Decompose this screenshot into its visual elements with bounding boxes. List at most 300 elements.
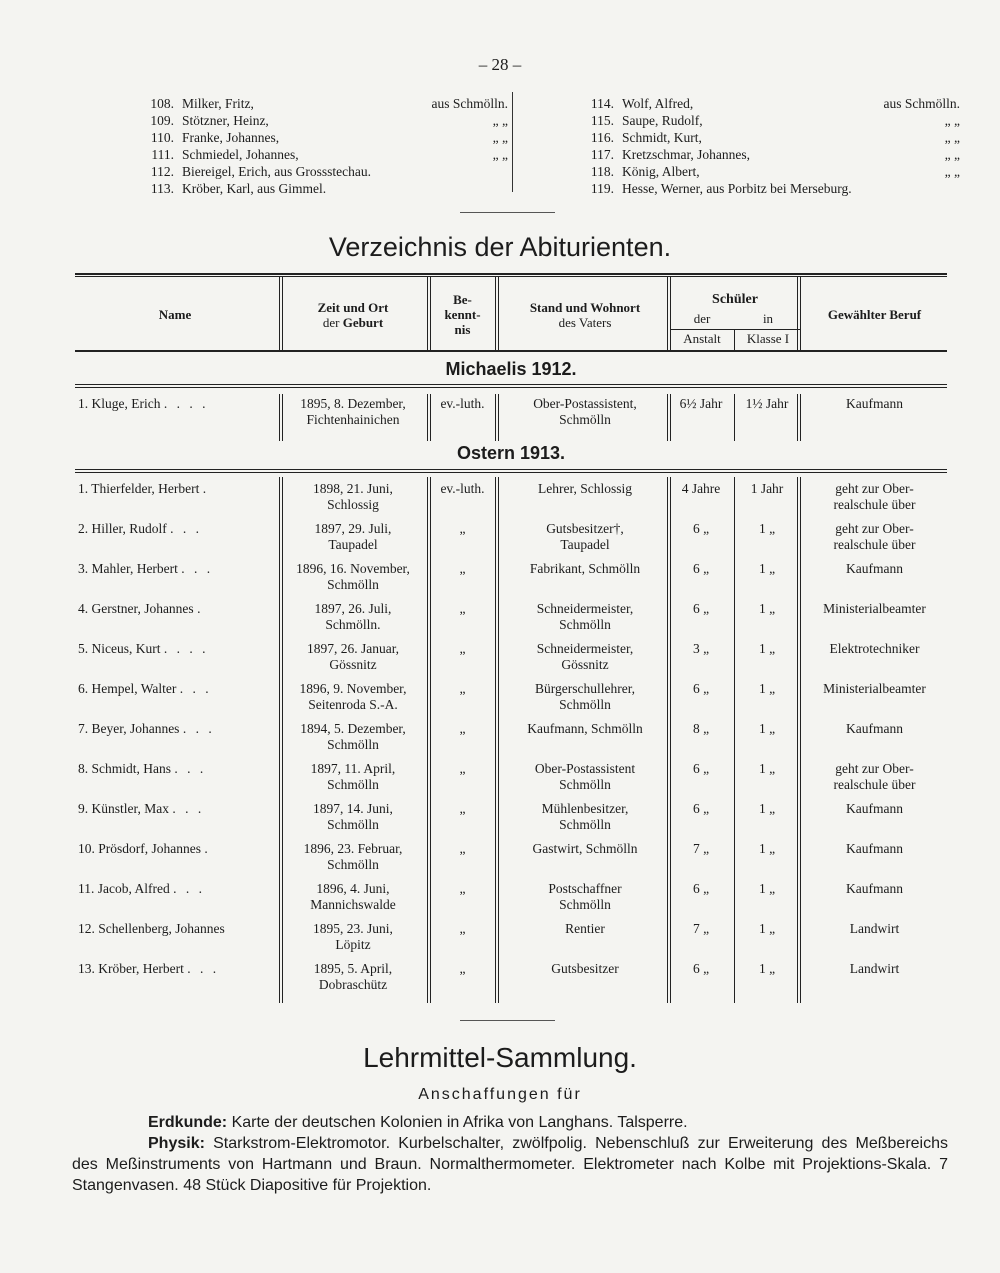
cell-name (78, 761, 278, 777)
birth-line: 1898, 21. Juni, (313, 481, 393, 496)
list-item-origin: „ „ (944, 130, 960, 145)
header-anstalt: Anstalt (683, 331, 721, 346)
father-line: Schneidermeister, (536, 641, 634, 656)
father-line: Fabrikant, Schmölln (529, 561, 641, 576)
cell-father (500, 881, 670, 913)
cell-beruf (802, 721, 947, 737)
header-der: der (693, 311, 711, 326)
header-schueler: Schüler (712, 292, 758, 307)
birth-line: 1897, 26. Juli, (314, 601, 392, 616)
body-vline (800, 394, 801, 441)
list-item-origin: „ „ (492, 130, 508, 145)
list-item-number: 118. (590, 164, 614, 179)
body-vline (734, 477, 735, 1003)
list-item-number: 114. (590, 96, 614, 111)
section-divider (460, 212, 555, 213)
cell-name (78, 601, 278, 617)
list-item (580, 163, 960, 180)
cell-father (500, 521, 670, 553)
cell-confession: „ (459, 761, 466, 776)
list-item (140, 163, 508, 180)
body-vline (282, 477, 283, 1003)
cell-klasse: 1 „ (758, 561, 776, 576)
list-item-origin: „ „ (492, 113, 508, 128)
cell-birth (280, 641, 426, 673)
beruf-line: geht zur Ober- (835, 761, 914, 776)
table-row (75, 561, 947, 601)
cell-beruf (802, 561, 947, 577)
cell-anstalt: 8 „ (692, 721, 710, 736)
header-name: Name (158, 307, 192, 322)
student-name: 7. Beyer, Johannes (78, 721, 180, 736)
list-item (580, 112, 960, 129)
list-item-name: Kröber, Karl, aus Gimmel. (182, 181, 327, 196)
cell-klasse: 1 „ (758, 921, 776, 936)
birth-line: 1895, 8. Dezember, (300, 396, 406, 411)
birth-line: Schmölln (327, 857, 379, 872)
cell-klasse: 1 „ (758, 601, 776, 616)
father-line: Schmölln (559, 412, 611, 427)
father-line: Schmölln (559, 817, 611, 832)
father-line: Lehrer, Schlossig (538, 481, 632, 496)
cell-klasse: 1 „ (758, 641, 776, 656)
father-line: Schmölln (559, 697, 611, 712)
leader-dots: . . . (181, 561, 214, 576)
list-item (580, 180, 960, 197)
student-name: 6. Hempel, Walter (78, 681, 177, 696)
cell-anstalt: 6½ Jahr (679, 396, 723, 411)
list-item (140, 146, 508, 163)
list-item-name: Milker, Fritz, (182, 96, 254, 111)
cell-father (500, 561, 670, 577)
cell-beruf (802, 521, 947, 553)
father-line: Postschaffner (548, 881, 622, 896)
cell-birth (280, 561, 426, 593)
birth-line: 1897, 29. Juli, (314, 521, 392, 536)
cell-anstalt: 6 „ (692, 681, 710, 696)
body-vline (667, 394, 668, 441)
column-divider (512, 92, 513, 192)
cell-anstalt: 4 Jahre (681, 481, 721, 496)
birth-line: Taupadel (328, 537, 378, 552)
list-item-number: 109. (150, 113, 174, 128)
cell-name (78, 521, 278, 537)
cell-name (78, 481, 278, 497)
cell-anstalt: 6 „ (692, 561, 710, 576)
list-item-number: 110. (150, 130, 174, 145)
birth-line: 1895, 5. April, (313, 961, 393, 976)
father-line: Gössnitz (561, 657, 609, 672)
beruf-line: Landwirt (849, 921, 900, 936)
table-row (75, 396, 947, 436)
cell-birth (280, 481, 426, 513)
list-item-name: Wolf, Alfred, (622, 96, 694, 111)
cell-confession: „ (459, 601, 466, 616)
leader-dots: . . . . (163, 396, 209, 411)
header-vline (427, 277, 428, 350)
list-item-name: Hesse, Werner, aus Porbitz bei Merseburg. (622, 181, 852, 196)
cell-anstalt: 3 „ (692, 641, 710, 656)
list-item-number: 111. (151, 147, 174, 162)
physik-text: Starkstrom-Elektromotor. Kurbelschalter, zwölfpolig. Nebenschluß zur Erweiterung des Meßbereichs des Meßinstruments von Hartmann und Braun. Normalthermometer. Elektrometer nach Kolbe mit Projektions-Skala. 7 Stangenvasen. 48 Stück Diapositive für Projektion. (72, 1135, 948, 1194)
cell-confession: „ (459, 841, 466, 856)
lehrmittel-body (72, 1112, 948, 1196)
student-name: 4. Gerstner, Johannes (78, 601, 194, 616)
body-vline (430, 394, 431, 441)
student-list-left (140, 95, 508, 197)
list-item-name: Kretzschmar, Johannes, (622, 147, 751, 162)
leader-dots: . . . (187, 961, 220, 976)
cell-beruf (802, 396, 947, 412)
table-row (75, 841, 947, 881)
list-item-number: 116. (590, 130, 614, 145)
birth-line: 1896, 16. November, (296, 561, 410, 576)
list-item-number: 108. (150, 96, 174, 111)
beruf-line: Ministerialbeamter (823, 601, 926, 616)
cell-klasse: 1½ Jahr (745, 396, 789, 411)
body-vline (498, 477, 499, 1003)
beruf-line: Kaufmann (846, 841, 903, 856)
birth-line: 1896, 23. Februar, (303, 841, 403, 856)
abiturienten-table (75, 273, 947, 1013)
cell-father (500, 841, 670, 857)
table-row (75, 681, 947, 721)
cell-klasse: 1 „ (758, 721, 776, 736)
table-row (75, 921, 947, 961)
header-vline (670, 277, 671, 350)
list-item (580, 129, 960, 146)
birth-line: Schmölln (327, 577, 379, 592)
body-vline (279, 394, 280, 441)
father-line: Kaufmann, Schmölln (527, 721, 643, 736)
leader-dots: . . . (173, 881, 205, 896)
cell-name (78, 881, 278, 897)
body-vline (427, 477, 428, 1003)
cell-beruf (802, 641, 947, 657)
table-top-rule (75, 273, 947, 275)
cell-name (78, 721, 278, 737)
cell-name (78, 681, 278, 697)
cell-anstalt: 6 „ (692, 521, 710, 536)
header-klasse: Klasse I (746, 331, 790, 346)
father-line: Gutsbesitzer (551, 961, 619, 976)
leader-dots: . (197, 601, 204, 616)
cell-father (500, 721, 670, 737)
birth-line: Dobraschütz (318, 977, 388, 992)
cell-confession: „ (459, 641, 466, 656)
body-vline (797, 477, 798, 1003)
beruf-line: geht zur Ober- (835, 521, 914, 536)
birth-line: Gössnitz (329, 657, 377, 672)
list-item-origin: aus Schmölln. (883, 96, 960, 111)
body-vline (670, 477, 671, 1003)
list-item-origin: „ „ (944, 147, 960, 162)
physik-label: Physik: (148, 1135, 205, 1152)
student-name: 5. Niceus, Kurt (78, 641, 161, 656)
header-bottom-rule (75, 350, 947, 352)
list-item-name: Schmidt, Kurt, (622, 130, 702, 145)
cell-klasse: 1 „ (758, 761, 776, 776)
cell-name (78, 961, 278, 977)
leader-dots: . . . (179, 681, 212, 696)
erdkunde-label: Erdkunde: (148, 1114, 228, 1131)
lehrmittel-title: Lehrmittel-Sammlung. (363, 1042, 637, 1073)
cell-father (500, 761, 670, 793)
body-vline (797, 394, 798, 441)
body-vline (282, 394, 283, 441)
beruf-line: Kaufmann (846, 881, 903, 896)
cell-anstalt: 6 „ (692, 801, 710, 816)
cell-confession: „ (459, 881, 466, 896)
body-vline (734, 394, 735, 441)
body-vline (430, 477, 431, 1003)
erdkunde-paragraph (72, 1112, 948, 1133)
cell-birth (280, 521, 426, 553)
cell-father (500, 481, 670, 497)
lehrmittel-subtitle: Anschaffungen für (418, 1086, 582, 1103)
student-name: 8. Schmidt, Hans (78, 761, 171, 776)
birth-line: 1896, 9. November, (299, 681, 407, 696)
list-item (580, 95, 960, 112)
cell-birth (280, 921, 426, 953)
list-item-number: 119. (590, 181, 614, 196)
cell-klasse: 1 „ (758, 801, 776, 816)
cell-father (500, 396, 670, 428)
father-line: Schmölln (559, 777, 611, 792)
header-beruf: Gewählter Beruf (827, 307, 922, 322)
cell-father (500, 681, 670, 713)
cell-birth (280, 601, 426, 633)
abiturienten-title: Verzeichnis der Abiturienten. (328, 232, 672, 262)
header-birth-line2a: der (322, 315, 340, 330)
birth-line: 1894, 5. Dezember, (300, 721, 406, 736)
list-item (580, 146, 960, 163)
beruf-line: realschule über (833, 777, 916, 792)
student-name: 3. Mahler, Herbert (78, 561, 178, 576)
beruf-line: Kaufmann (846, 561, 903, 576)
list-item-name: Franke, Johannes, (182, 130, 280, 145)
cell-beruf (802, 841, 947, 857)
list-item (140, 112, 508, 129)
beruf-line: Kaufmann (846, 721, 903, 736)
cell-birth (280, 396, 426, 428)
beruf-line: Ministerialbeamter (823, 681, 926, 696)
cell-confession: „ (459, 721, 466, 736)
cell-anstalt: 7 „ (692, 921, 710, 936)
list-item-origin: „ „ (492, 147, 508, 162)
student-name: 1. Thierfelder, Herbert (78, 481, 200, 496)
body-vline (279, 477, 280, 1003)
erdkunde-text: Karte der deutschen Kolonien in Afrika von Langhans. Talsperre. (231, 1114, 688, 1131)
cell-klasse: 1 „ (758, 881, 776, 896)
father-line: Schneidermeister, (536, 601, 634, 616)
leader-dots: . . . (182, 721, 215, 736)
body-vline (495, 477, 496, 1003)
leader-dots: . (204, 841, 211, 856)
list-item-origin: „ „ (944, 113, 960, 128)
section-rule (75, 387, 947, 388)
list-item-number: 117. (590, 147, 614, 162)
cell-beruf (802, 601, 947, 617)
cell-anstalt: 6 „ (692, 961, 710, 976)
cell-confession: „ (459, 961, 466, 976)
header-vline (279, 277, 280, 350)
list-item-number: 112. (150, 164, 174, 179)
header-vline (495, 277, 496, 350)
birth-line: 1897, 14. Juni, (313, 801, 393, 816)
cell-anstalt: 7 „ (692, 841, 710, 856)
cell-klasse: 1 „ (758, 681, 776, 696)
table-top-rule-inner (75, 276, 947, 277)
cell-confession: „ (459, 921, 466, 936)
beruf-line: Landwirt (849, 961, 900, 976)
student-name: 1. Kluge, Erich (78, 396, 161, 411)
birth-line: Schlossig (327, 497, 379, 512)
cell-beruf (802, 481, 947, 513)
list-item-name: Saupe, Rudolf, (622, 113, 703, 128)
birth-line: Schmölln (327, 777, 379, 792)
list-item-origin: „ „ (944, 164, 960, 179)
cell-name (78, 801, 278, 817)
header-conf-line3: nis (454, 322, 471, 337)
cell-father (500, 801, 670, 833)
body-vline (670, 394, 671, 441)
cell-birth (280, 761, 426, 793)
father-line: Ober-Postassistent, (533, 396, 637, 411)
cell-anstalt: 6 „ (692, 881, 710, 896)
father-line: Gutsbesitzer†, (546, 521, 624, 536)
cell-birth (280, 801, 426, 833)
beruf-line: realschule über (833, 497, 916, 512)
list-item-name: Schmiedel, Johannes, (182, 147, 299, 162)
birth-line: Schmölln. (325, 617, 381, 632)
header-birth (280, 300, 426, 330)
father-line: Bürgerschullehrer, (534, 681, 636, 696)
body-vline (495, 394, 496, 441)
cell-confession: „ (459, 681, 466, 696)
header-vline (797, 277, 798, 350)
list-item-number: 113. (150, 181, 174, 196)
section-label-ostern: Ostern 1913. (456, 443, 566, 463)
list-item (140, 129, 508, 146)
list-item (140, 180, 508, 197)
birth-line: Fichtenhainichen (306, 412, 400, 427)
cell-confession: „ (459, 801, 466, 816)
student-name: 2. Hiller, Rudolf (78, 521, 167, 536)
body-vline (667, 477, 668, 1003)
leader-dots: . . . . (163, 641, 209, 656)
cell-name (78, 921, 278, 937)
student-name: 9. Künstler, Max (78, 801, 169, 816)
cell-beruf (802, 881, 947, 897)
birth-line: 1897, 26. Januar, (306, 641, 400, 656)
cell-beruf (802, 961, 947, 977)
student-list-right (580, 95, 960, 197)
table-row (75, 801, 947, 841)
cell-confession: „ (459, 561, 466, 576)
list-item-name: Stötzner, Heinz, (182, 113, 269, 128)
beruf-line: Kaufmann (846, 396, 903, 411)
header-vline (800, 277, 801, 350)
birth-line: 1895, 23. Juni, (313, 921, 393, 936)
cell-beruf (802, 681, 947, 697)
student-name: 10. Prösdorf, Johannes (78, 841, 201, 856)
header-in: in (762, 311, 774, 326)
birth-line: Löpitz (335, 937, 371, 952)
cell-klasse: 1 Jahr (750, 481, 784, 496)
father-line: Mühlenbesitzer, (541, 801, 629, 816)
beruf-line: geht zur Ober- (835, 481, 914, 496)
cell-birth (280, 881, 426, 913)
student-name: 12. Schellenberg, Johannes (78, 921, 225, 936)
section-label-michaelis: Michaelis 1912. (445, 359, 577, 379)
cell-birth (280, 961, 426, 993)
table-row (75, 881, 947, 921)
table-row (75, 521, 947, 561)
cell-confession: ev.-luth. (440, 481, 485, 496)
section-rule (75, 472, 947, 473)
beruf-line: Elektrotechniker (829, 641, 920, 656)
header-conf-line2: kennt- (444, 307, 481, 322)
list-item-number: 115. (590, 113, 614, 128)
birth-line: Mannichswalde (310, 897, 396, 912)
cell-anstalt: 6 „ (692, 761, 710, 776)
cell-klasse: 1 „ (758, 961, 776, 976)
leader-dots: . (202, 481, 210, 496)
cell-birth (280, 841, 426, 873)
table-row (75, 761, 947, 801)
cell-father (500, 641, 670, 673)
table-row (75, 481, 947, 521)
body-vline (498, 394, 499, 441)
beruf-line: realschule über (833, 537, 916, 552)
birth-line: 1896, 4. Juni, (316, 881, 390, 896)
header-vline (498, 277, 499, 350)
table-row (75, 641, 947, 681)
cell-klasse: 1 „ (758, 521, 776, 536)
leader-dots: . . . (174, 761, 207, 776)
header-vline (282, 277, 283, 350)
header-father-line1: Stand und Wohnort (529, 300, 641, 315)
leader-dots: . . . (172, 801, 205, 816)
header-conf-line1: Be- (453, 292, 472, 307)
cell-name (78, 641, 278, 657)
cell-name (78, 841, 278, 857)
header-confession (430, 292, 495, 337)
header-vline (430, 277, 431, 350)
birth-line: Schmölln (327, 737, 379, 752)
header-father (500, 300, 670, 330)
student-name: 13. Kröber, Herbert (78, 961, 184, 976)
cell-beruf (802, 761, 947, 793)
table-row (75, 601, 947, 641)
father-line: Gastwirt, Schmölln (532, 841, 638, 856)
birth-line: 1897, 11. April, (310, 761, 396, 776)
list-item-name: König, Albert, (622, 164, 700, 179)
cell-klasse: 1 „ (758, 841, 776, 856)
header-sub-rule (671, 329, 801, 330)
cell-father (500, 601, 670, 633)
cell-birth (280, 681, 426, 713)
table-row (75, 961, 947, 1001)
section-rule (75, 384, 947, 385)
physik-paragraph (72, 1133, 948, 1196)
header-vline (667, 277, 668, 350)
table-row (75, 721, 947, 761)
header-birth-line2b: Geburt (342, 315, 384, 330)
cell-father (500, 961, 670, 977)
header-birth-line1: Zeit und Ort (317, 300, 389, 315)
